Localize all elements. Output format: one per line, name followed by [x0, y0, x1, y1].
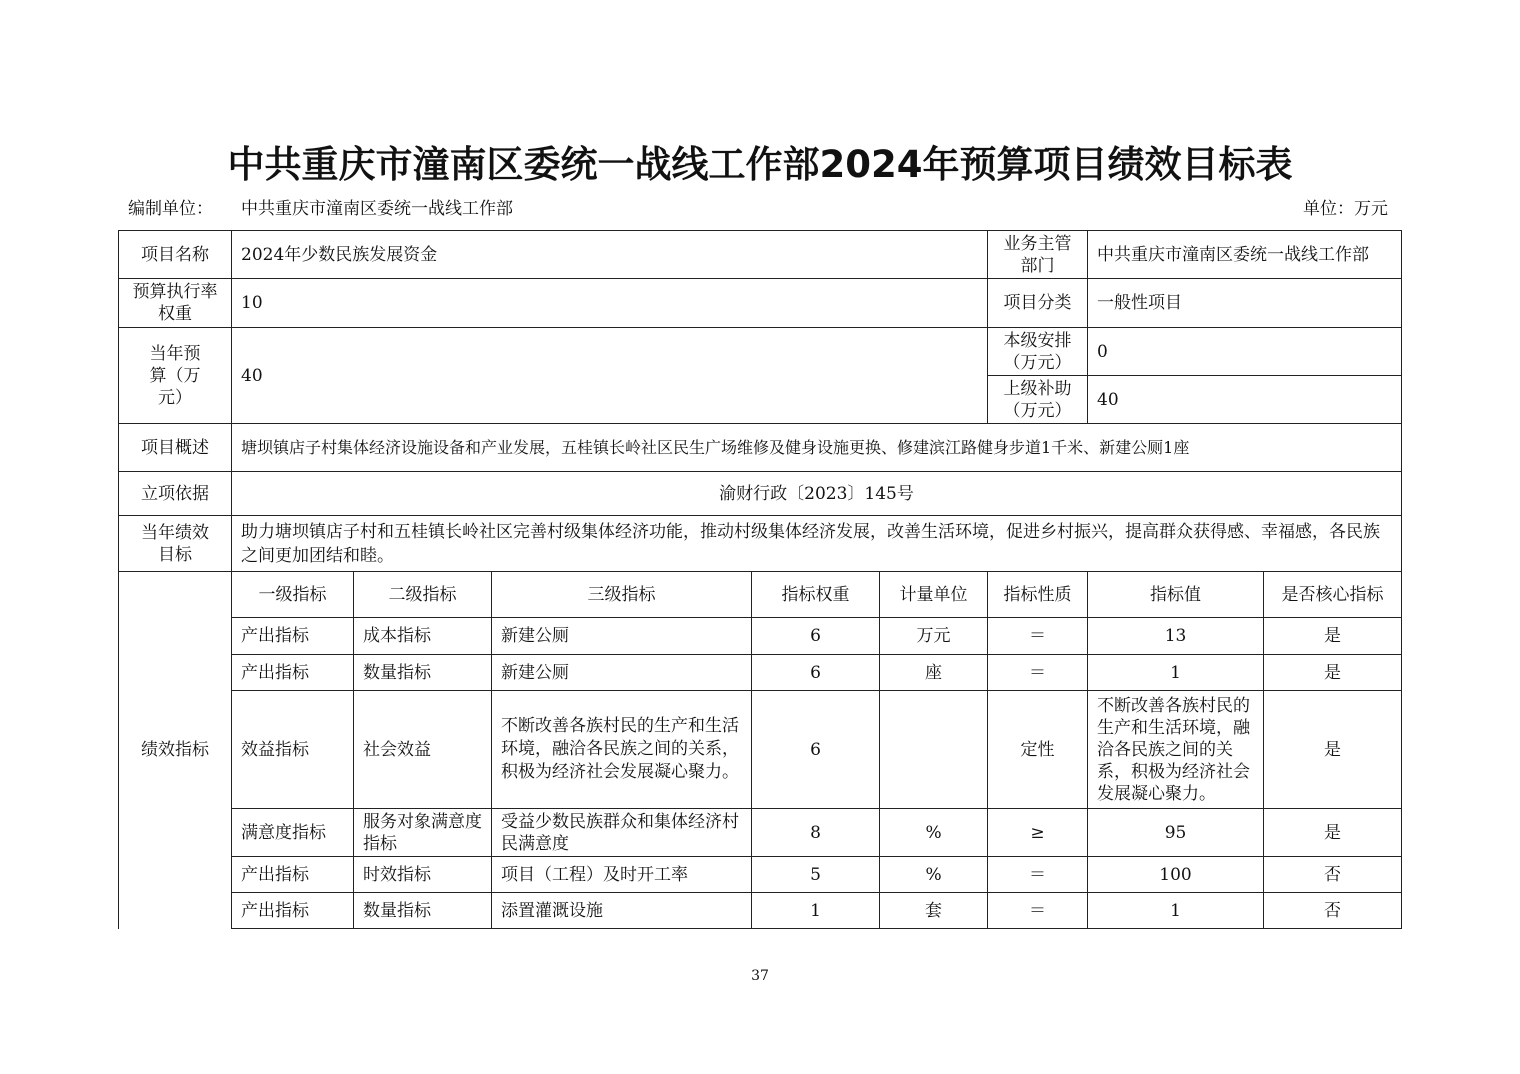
cell-level3: 受益少数民族群众和集体经济村民满意度 [492, 809, 752, 857]
cell-unit: 座 [880, 655, 988, 691]
cell-level2: 服务对象满意度指标 [354, 809, 492, 857]
dept-value: 中共重庆市潼南区委统一战线工作部 [1088, 231, 1402, 279]
cell-value: 95 [1088, 809, 1264, 857]
basis-value: 渝财行政〔2023〕145号 [232, 472, 1402, 516]
basis-label: 立项依据 [119, 472, 232, 516]
header-level1: 一级指标 [232, 572, 354, 618]
basis-row [119, 472, 1402, 516]
header-nature: 指标性质 [988, 572, 1088, 618]
page-number: 37 [751, 968, 769, 984]
header-core: 是否核心指标 [1264, 572, 1402, 618]
page-title: 中共重庆市潼南区委统一战线工作部2024年预算项目绩效目标表 [227, 143, 1293, 186]
overview-value: 塘坝镇店子村集体经济设施设备和产业发展，五桂镇长岭社区民生广场维修及健身设施更换、修建滨江路健身步道1千米、新建公厕1座 [232, 424, 1402, 472]
budget-row-1 [119, 328, 1402, 376]
cell-level1: 产出指标 [232, 893, 354, 929]
cell-value: 13 [1088, 618, 1264, 655]
cell-core: 是 [1264, 655, 1402, 691]
cell-unit [880, 691, 988, 809]
cell-core: 是 [1264, 809, 1402, 857]
category-label: 项目分类 [988, 279, 1088, 328]
cell-level3: 不断改善各族村民的生产和生活环境，融洽各民族之间的关系，积极为经济社会发展凝心聚力。 [492, 691, 752, 809]
table-row [119, 857, 1402, 893]
local-value: 0 [1088, 328, 1402, 376]
compiling-unit-label: 编制单位： [128, 199, 213, 219]
cell-unit: 万元 [880, 618, 988, 655]
compiling-unit [128, 194, 513, 219]
exec-weight-value: 10 [232, 279, 988, 328]
table-row [119, 893, 1402, 929]
subsidy-label: 上级补助（万元） [988, 376, 1088, 424]
header-weight: 指标权重 [752, 572, 880, 618]
cell-weight: 6 [752, 655, 880, 691]
cell-level3: 新建公厕 [492, 655, 752, 691]
indicator-header-row [119, 572, 1402, 618]
cell-core: 否 [1264, 857, 1402, 893]
cell-nature: ＝ [988, 655, 1088, 691]
budget-value: 40 [232, 328, 988, 424]
cell-level1: 产出指标 [232, 857, 354, 893]
header-level3: 三级指标 [492, 572, 752, 618]
cell-weight: 6 [752, 691, 880, 809]
exec-weight-row [119, 279, 1402, 328]
cell-value: 100 [1088, 857, 1264, 893]
cell-value: 1 [1088, 655, 1264, 691]
budget-label: 当年预算（万元） [119, 328, 232, 424]
cell-level3: 项目（工程）及时开工率 [492, 857, 752, 893]
cell-nature: 定性 [988, 691, 1088, 809]
goal-label: 当年绩效目标 [119, 516, 232, 572]
indicator-section-label: 绩效指标 [119, 572, 232, 929]
cell-level2: 数量指标 [354, 893, 492, 929]
header-unit: 计量单位 [880, 572, 988, 618]
cell-unit: % [880, 809, 988, 857]
overview-row [119, 424, 1402, 472]
goal-row [119, 516, 1402, 572]
performance-table [118, 230, 1402, 929]
cell-level1: 产出指标 [232, 618, 354, 655]
goal-value: 助力塘坝镇店子村和五桂镇长岭社区完善村级集体经济功能，推动村级集体经济发展，改善生活环境，促进乡村振兴，提高群众获得感、幸福感，各民族之间更加团结和睦。 [232, 516, 1402, 572]
local-label: 本级安排（万元） [988, 328, 1088, 376]
overview-label: 项目概述 [119, 424, 232, 472]
cell-core: 是 [1264, 618, 1402, 655]
cell-nature: ＝ [988, 893, 1088, 929]
category-value: 一般性项目 [1088, 279, 1402, 328]
header-value: 指标值 [1088, 572, 1264, 618]
cell-unit: 套 [880, 893, 988, 929]
compiling-unit-value: 中共重庆市潼南区委统一战线工作部 [241, 199, 513, 219]
cell-value: 不断改善各族村民的生产和生活环境，融洽各民族之间的关系，积极为经济社会发展凝心聚力。 [1088, 691, 1264, 809]
cell-level1: 满意度指标 [232, 809, 354, 857]
cell-unit: % [880, 857, 988, 893]
cell-level2: 数量指标 [354, 655, 492, 691]
cell-level2: 成本指标 [354, 618, 492, 655]
cell-level3: 新建公厕 [492, 618, 752, 655]
cell-weight: 6 [752, 618, 880, 655]
cell-nature: ≥ [988, 809, 1088, 857]
header-level2: 二级指标 [354, 572, 492, 618]
table-row [119, 655, 1402, 691]
table-row [119, 691, 1402, 809]
cell-nature: ＝ [988, 618, 1088, 655]
subsidy-value: 40 [1088, 376, 1402, 424]
cell-level3: 添置灌溉设施 [492, 893, 752, 929]
dept-label: 业务主管部门 [988, 231, 1088, 279]
cell-weight: 1 [752, 893, 880, 929]
currency-unit: 单位：万元 [1303, 199, 1388, 219]
table-row [119, 809, 1402, 857]
cell-level1: 产出指标 [232, 655, 354, 691]
cell-level1: 效益指标 [232, 691, 354, 809]
project-name-value: 2024年少数民族发展资金 [232, 231, 988, 279]
cell-core: 是 [1264, 691, 1402, 809]
cell-level2: 社会效益 [354, 691, 492, 809]
exec-weight-label: 预算执行率权重 [119, 279, 232, 328]
project-name-row [119, 231, 1402, 279]
cell-nature: ＝ [988, 857, 1088, 893]
cell-weight: 8 [752, 809, 880, 857]
cell-value: 1 [1088, 893, 1264, 929]
cell-weight: 5 [752, 857, 880, 893]
cell-level2: 时效指标 [354, 857, 492, 893]
cell-core: 否 [1264, 893, 1402, 929]
project-name-label: 项目名称 [119, 231, 232, 279]
table-row [119, 618, 1402, 655]
